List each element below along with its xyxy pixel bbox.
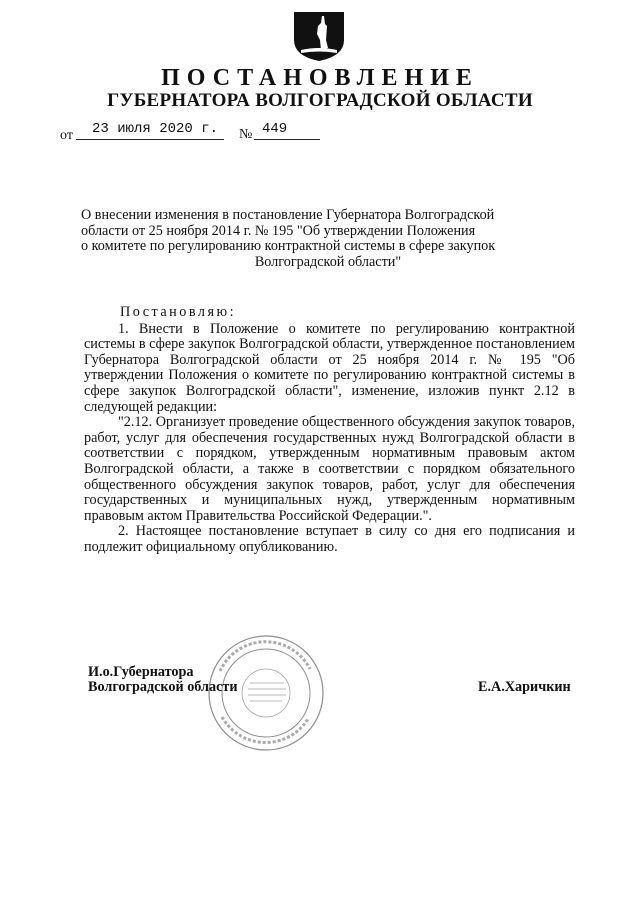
preamble: Постановляю: bbox=[120, 304, 237, 320]
signatory-position-line-2: Волгоградской области bbox=[88, 679, 238, 695]
signatory-position-line-1: И.о.Губернатора bbox=[88, 664, 194, 680]
paragraph-1: 1. Внести в Положение о комитете по регулированию контрактной системы в сфере закупок Волгоградской области, утвержденное постановлением Губернатора Волгоградской области от 25 ноября 2014 г. № 195 "Об утверждении Положения о комитете по регулированию контрактной системы в сфере закупок Волгоградской области", изменение, изложив пункт 2.12 в следующей редакции: bbox=[84, 320, 575, 415]
title-line: области от 25 ноября 2014 г. № 195 "Об утверждении Положения bbox=[81, 222, 476, 239]
number-underline bbox=[254, 139, 320, 140]
title-line: Волгоградской области" bbox=[254, 253, 402, 270]
signatory-name: Е.А.Харичкин bbox=[478, 679, 571, 695]
document-body bbox=[84, 305, 575, 556]
date-underline bbox=[76, 139, 224, 140]
document-number: 449 bbox=[262, 121, 288, 137]
paragraph-quote: "2.12. Организует проведение общественного обсуждения закупок товаров, работ, услуг для обеспечения государственных нужд Волгоградской области в соответствии с порядком, утвержденным нормативным правовым актом Волгоградской области, а также в соответствии с порядком обязательного общественного обсуждения закупок товаров, работ, услуг для обеспечения государственных и муниципальных нужд, утвержденным нормативным правовым актом Правительства Российской Федерации.". bbox=[84, 414, 575, 524]
document-date: 23 июля 2020 г. bbox=[92, 121, 219, 137]
paragraph-2: 2. Настоящее постановление вступает в силу со дня его подписания и подлежит официальному опубликованию. bbox=[84, 523, 575, 555]
issuer-heading: ГУБЕРНАТОРА ВОЛГОГРАДСКОЙ ОБЛАСТИ bbox=[107, 90, 533, 111]
title-line: о комитете по регулированию контрактной системы в сфере закупок bbox=[81, 238, 496, 254]
coat-of-arms-icon bbox=[291, 10, 347, 62]
document-type-heading: ПОСТАНОВЛЕНИЕ bbox=[161, 65, 479, 91]
document-title bbox=[81, 208, 575, 270]
date-prefix: от bbox=[60, 128, 73, 143]
title-line: О внесении изменения в постановление Губернатора Волгоградской bbox=[81, 207, 495, 223]
number-prefix: № bbox=[239, 127, 253, 142]
